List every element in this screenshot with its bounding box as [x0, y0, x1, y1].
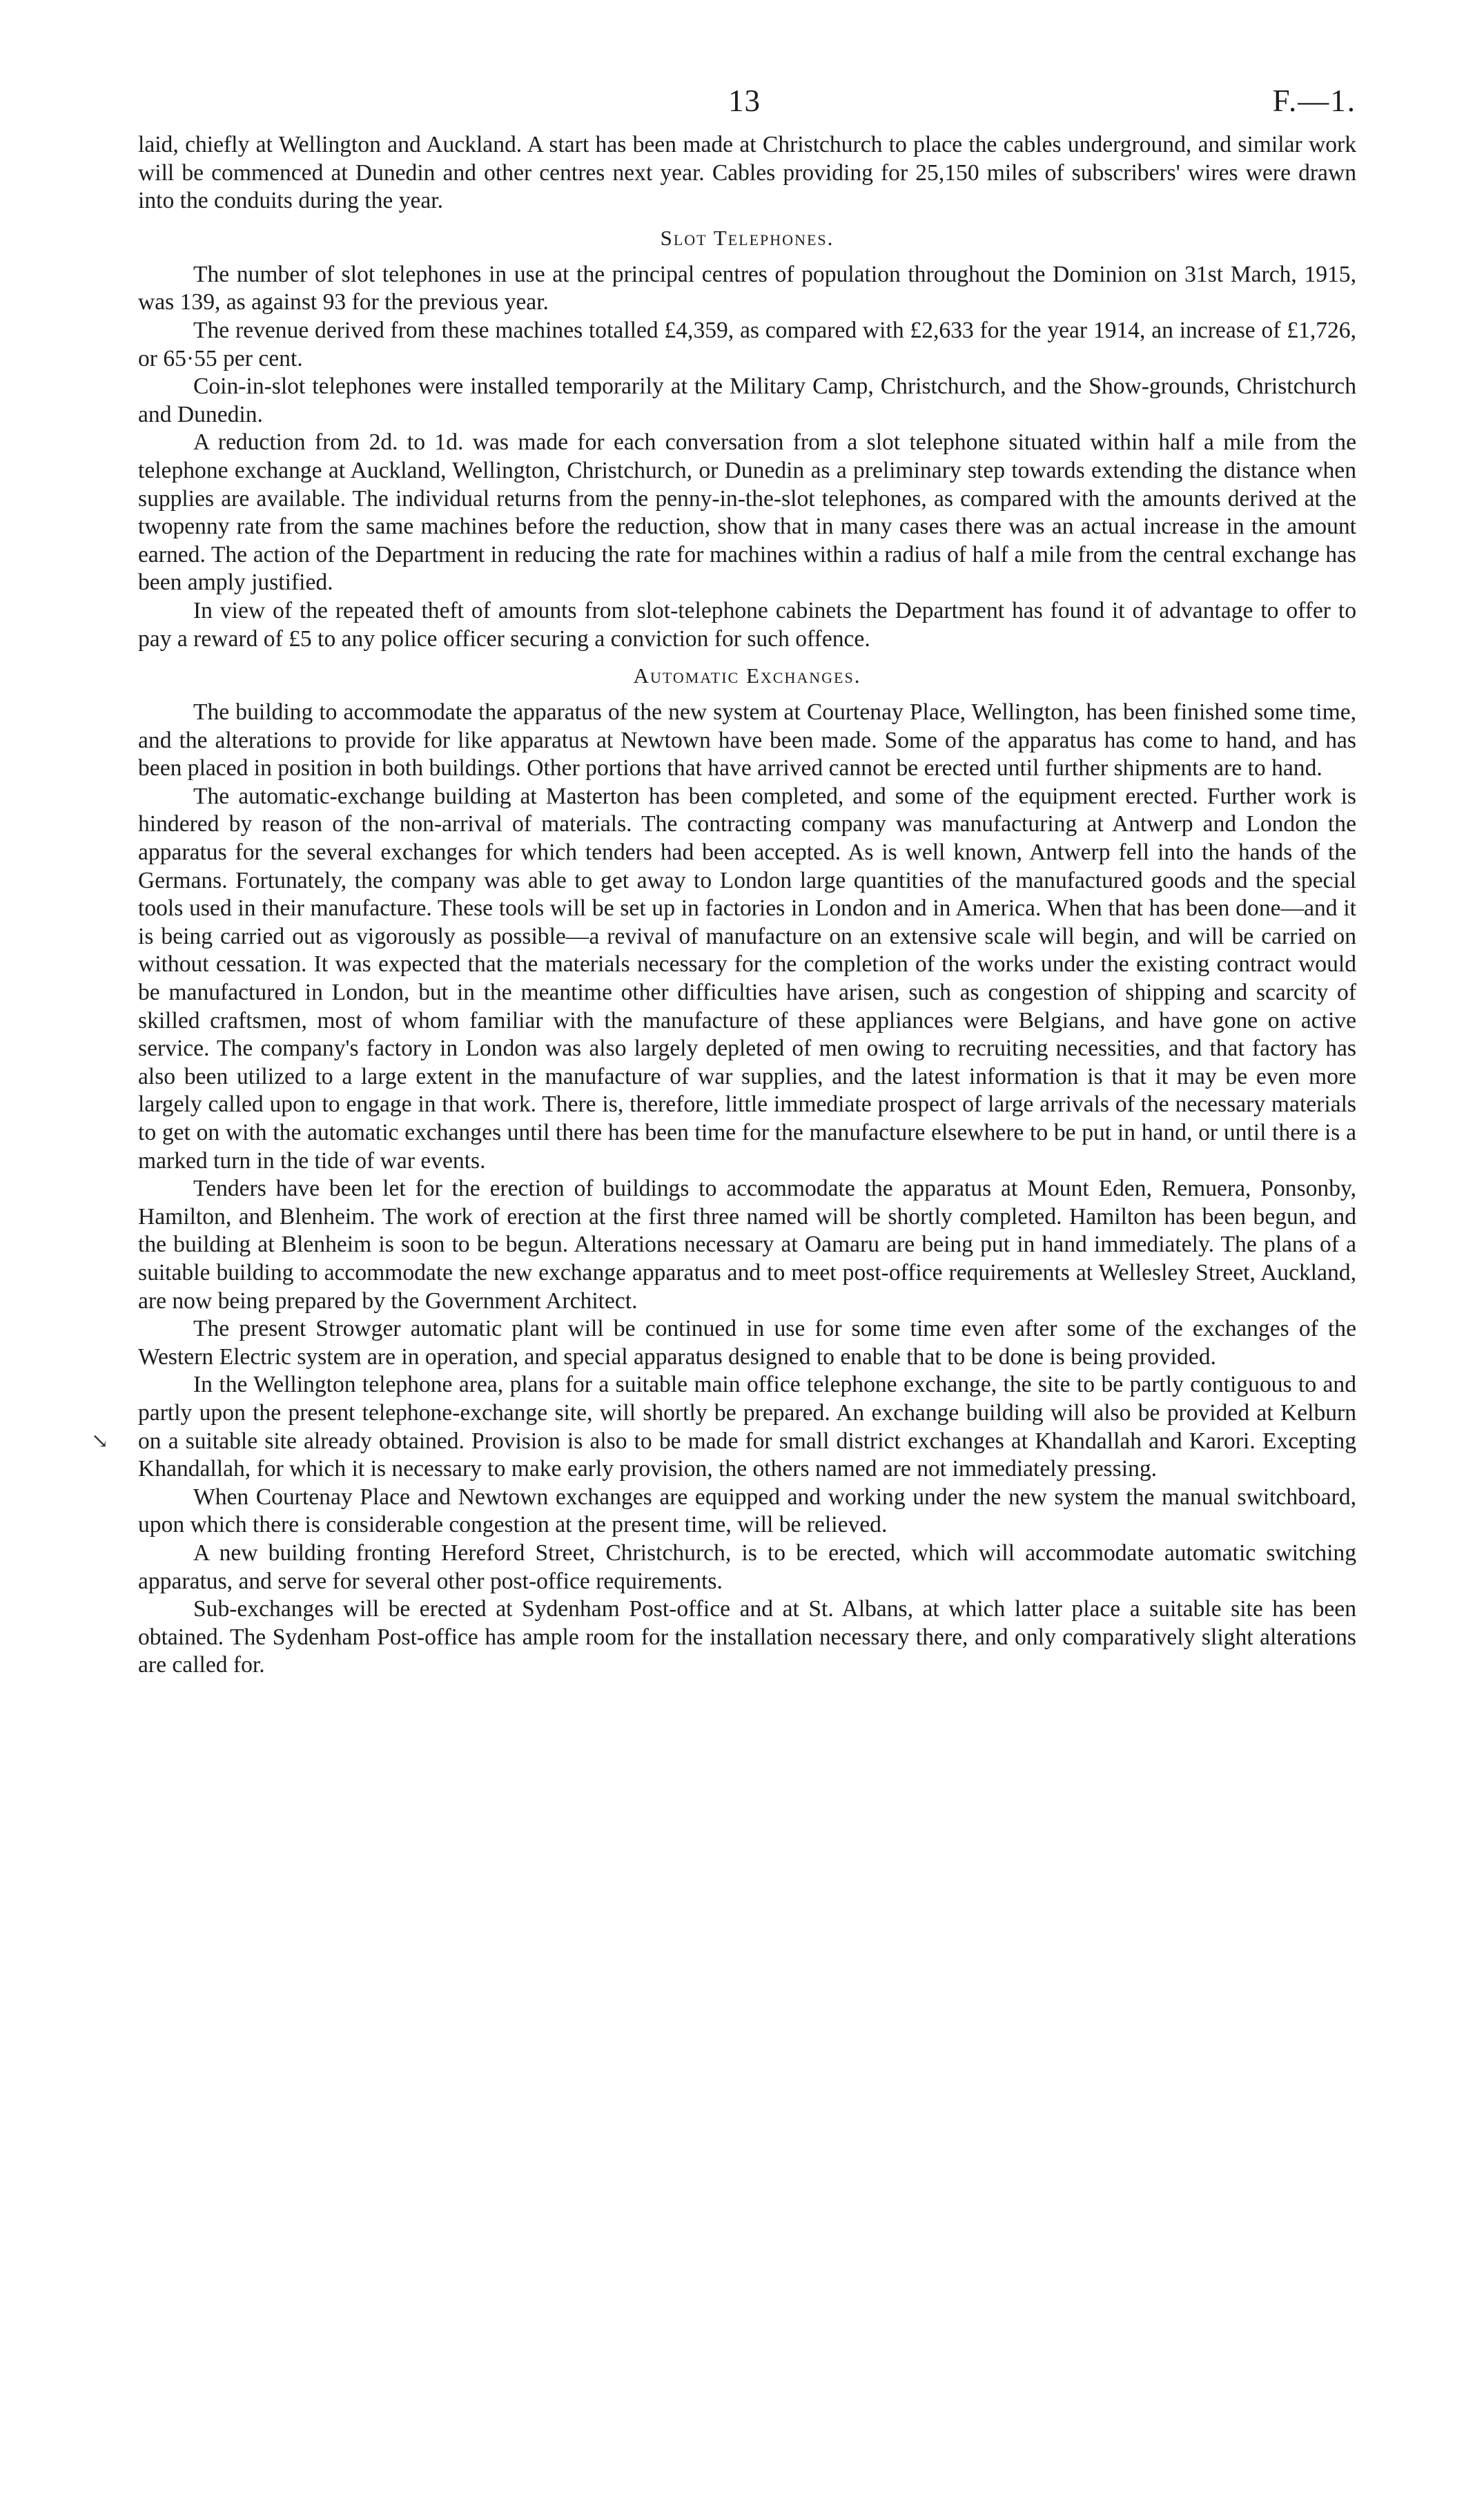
paragraph: The number of slot telephones in use at the principal centres of population throughout the Dominion on 31st March, 1915, was 139, as against 93 for the previous year.: [138, 261, 1356, 315]
paragraph: Coin-in-slot telephones were installed temporarily at the Military Camp, Christchurch, and the Show-grounds, Christchurch and Dunedin.: [138, 373, 1356, 427]
paragraph: In view of the repeated theft of amounts from slot-telephone cabinets the Department has found it of advantage to offer to pay a reward of £5 to any police officer securing a conviction for such offence.: [138, 597, 1356, 652]
paragraph: When Courtenay Place and Newtown exchanges are equipped and working under the new system the manual switchboard, upon which there is considerable congestion at the present time, will be relieved.: [138, 1484, 1356, 1538]
margin-mark-icon: ↘: [91, 1430, 109, 1453]
paragraph: A new building fronting Hereford Street, Christchurch, is to be erected, which will accommodate automatic switching apparatus, and serve for several other post-office requirements.: [138, 1540, 1356, 1594]
paragraph: Tenders have been let for the erection of buildings to accommodate the apparatus at Mount Eden, Remuera, Ponsonby, Hamilton, and Blenheim. The work of erection at the first three named will be shortly completed. Hamilton has been begun, and the building at Blenheim is soon to be begun. Alterations necessary at Oamaru are being put in hand immediately. The plans of a suitable building to accommodate the new exchange apparatus and to meet post-office requirements at Wellesley Street, Auckland, are now being prepared by the Government Architect.: [138, 1176, 1356, 1314]
paragraph-intro: laid, chiefly at Wellington and Auckland. A start has been made at Christchurch to place the cables underground, and similar work will be commenced at Dunedin and other centres next year. Cables providing for 25,150 miles of subscribers' wires were drawn into the conduits during the year.: [138, 132, 1356, 214]
page-header: [138, 0, 1356, 131]
paragraph: A reduction from 2d. to 1d. was made for each conversation from a slot telephone situated within half a mile from the telephone exchange at Auckland, Wellington, Christchurch, or Dunedin as a preliminary step towards extending the distance when supplies are available. The individual returns from the penny-in-the-slot telephones, as compared with the amounts derived at the twopenny rate from the same machines before the reduction, show that in many cases there was an actual increase in the amount earned. The action of the Department in reducing the rate for machines within a radius of half a mile from the central exchange has been amply justified.: [138, 429, 1356, 596]
section-heading-slot-telephones: Slot Telephones.: [660, 225, 834, 250]
body-text: [138, 131, 1356, 1680]
paragraph: The automatic-exchange building at Masterton has been completed, and some of the equipment erected. Further work is hindered by reason of the non-arrival of materials. The contracting company was manufacturing at Antwerp and London the apparatus for the several exchanges for which tenders had been accepted. As is well known, Antwerp fell into the hands of the Germans. Fortunately, the company was able to get away to London large quantities of the manufactured goods and the special tools used in their manufacture. These tools will be set up in factories in London and in America. When that has been done—and it is being carried out as vigorously as possible—a revival of manufacture on an extensive scale will begin, and will be carried on without cessation. It was expected that the materials necessary for the completion of the works under the existing contract would be manufactured in London, but in the meantime other difficulties have arisen, such as congestion of shipping and scarcity of skilled craftsmen, most of whom familiar with the manufacture of these appliances were Belgians, and have gone on active service. The company's factory in London was also largely depleted of men owing to recruiting necessities, and that factory has also been utilized to a large extent in the manufacture of war supplies, and the latest information is that it may be even more largely called upon to engage in that work. There is, therefore, little immediate prospect of large arrivals of the necessary materials to get on with the automatic exchanges until there has been time for the manufacture elsewhere to be put in hand, or until there is a marked turn in the tide of war events.: [138, 783, 1356, 1174]
section-heading-automatic-exchanges: Automatic Exchanges.: [633, 663, 861, 688]
document-reference: F.—1.: [1272, 84, 1356, 118]
paragraph: In the Wellington telephone area, plans for a suitable main office telephone exchange, the site to be partly contiguous to and partly upon the present telephone-exchange site, will shortly be prepared. An exchange building will also be provided at Kelburn on a suitable site already obtained. Provision is also to be made for small district exchanges at Khandallah and Karori. Excepting Khandallah, for which it is necessary to make early provision, the others named are not immediately pressing.: [138, 1372, 1356, 1482]
paragraph: The revenue derived from these machines totalled £4,359, as compared with £2,633 for the year 1914, an increase of £1,726, or 65·55 per cent.: [138, 317, 1356, 371]
paragraph: The present Strowger automatic plant will be continued in use for some time even after some of the exchanges of the Western Electric system are in operation, and special apparatus designed to enable that to be done is being provided.: [138, 1316, 1356, 1370]
paragraph: Sub-exchanges will be erected at Sydenham Post-office and at St. Albans, at which latter place a suitable site has been obtained. The Sydenham Post-office has ample room for the installation necessary there, and only comparatively slight alterations are called for.: [138, 1596, 1356, 1678]
page-number: 13: [728, 84, 761, 118]
document-page: [138, 0, 1356, 1680]
paragraph: The building to accommodate the apparatus of the new system at Courtenay Place, Wellington, has been finished some time, and the alterations to provide for like apparatus at Newtown have been made. Some of the apparatus has come to hand, and has been placed in position in both buildings. Other portions that have arrived cannot be erected until further shipments are to hand.: [138, 699, 1356, 781]
